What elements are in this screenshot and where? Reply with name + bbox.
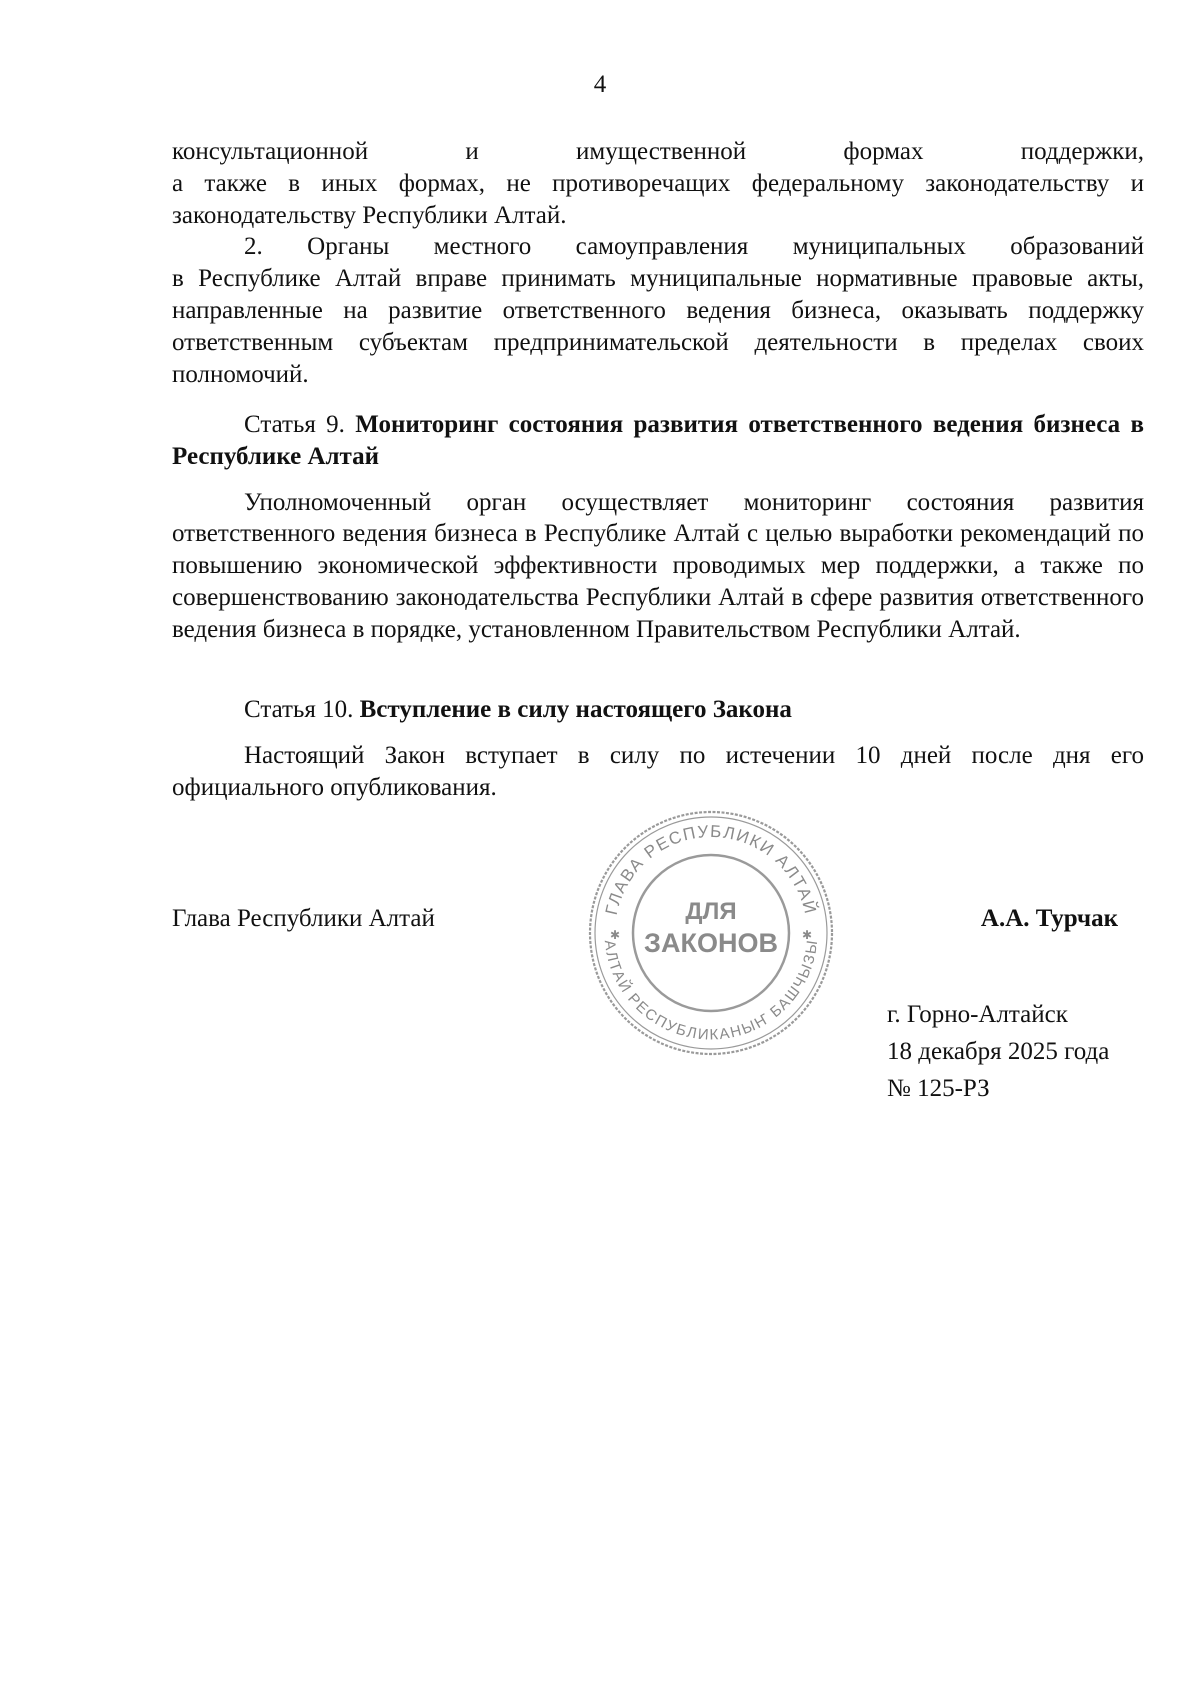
seal-ring-top-text: ГЛАВА РЕСПУБЛИКИ АЛТАЙ (601, 821, 821, 917)
continued-paragraph (172, 136, 1144, 390)
article-text: Уполномоченный орган осуществляет мониторинг состояния развития ответственного ведения бизнеса в Республике Алтай с целью выработки рекомендаций по повышению экономической эффективности проводимых мер поддержки, а также по совершенствованию законодательства Республики Алтай в сфере развития ответственного ведения бизнеса в порядке, установленном Правительством Республики Алтай. (172, 488, 1144, 643)
article-10 (172, 694, 1144, 803)
place-city: г. Горно-Алтайск (887, 1001, 1068, 1028)
law-date: 18 декабря 2025 года (887, 1038, 1110, 1065)
article-heading (172, 694, 1144, 726)
seal-center-line1: ДЛЯ (685, 898, 737, 925)
paragraph-text: в Республике Алтай вправе принимать муниципальные нормативные правовые акты, направленные на развитие ответственного ведения бизнеса, оказывать поддержку ответственным субъектам предпринимательской деятельности в пределах своих полномочий. (172, 265, 1144, 388)
article-text: Настоящий Закон вступает в силу по истечении 10 дней после дня его официального опубликования. (172, 741, 1144, 801)
seal-star-right: ✱ (801, 928, 813, 942)
article-label: Статья 10. (244, 696, 354, 723)
article-title: Мониторинг состояния развития ответственного ведения бизнеса в Республике Алтай (172, 411, 1144, 470)
article-title: Вступление в силу настоящего Закона (359, 696, 792, 723)
signatory-name: А.А. Турчак (980, 905, 1118, 932)
law-number: № 125-РЗ (887, 1075, 990, 1102)
article-9 (172, 409, 1144, 646)
signatory-position: Глава Республики Алтай (172, 905, 435, 932)
article-label: Статья 9. (244, 411, 345, 438)
page-number: 4 (593, 71, 607, 98)
official-seal (586, 808, 836, 1058)
paragraph-line: 2. Органы местного самоуправления муниципальных образований (244, 233, 1144, 261)
seal-center-line2: ЗАКОНОВ (644, 928, 778, 958)
paragraph-line: консультационной и имущественной формах поддержки, (172, 138, 1144, 165)
place-date-block (887, 996, 1109, 1107)
seal-star-left: ✱ (609, 928, 621, 942)
seal-ring-bottom-text: АЛТАЙ РЕСПУБЛИКАНЫҤ БАШЧЫЗЫ (600, 939, 822, 1044)
article-heading (172, 409, 1144, 473)
paragraph-text: а также в иных формах, не противоречащих федеральному законодательству и законодательству Республики Алтай. (172, 169, 1144, 229)
